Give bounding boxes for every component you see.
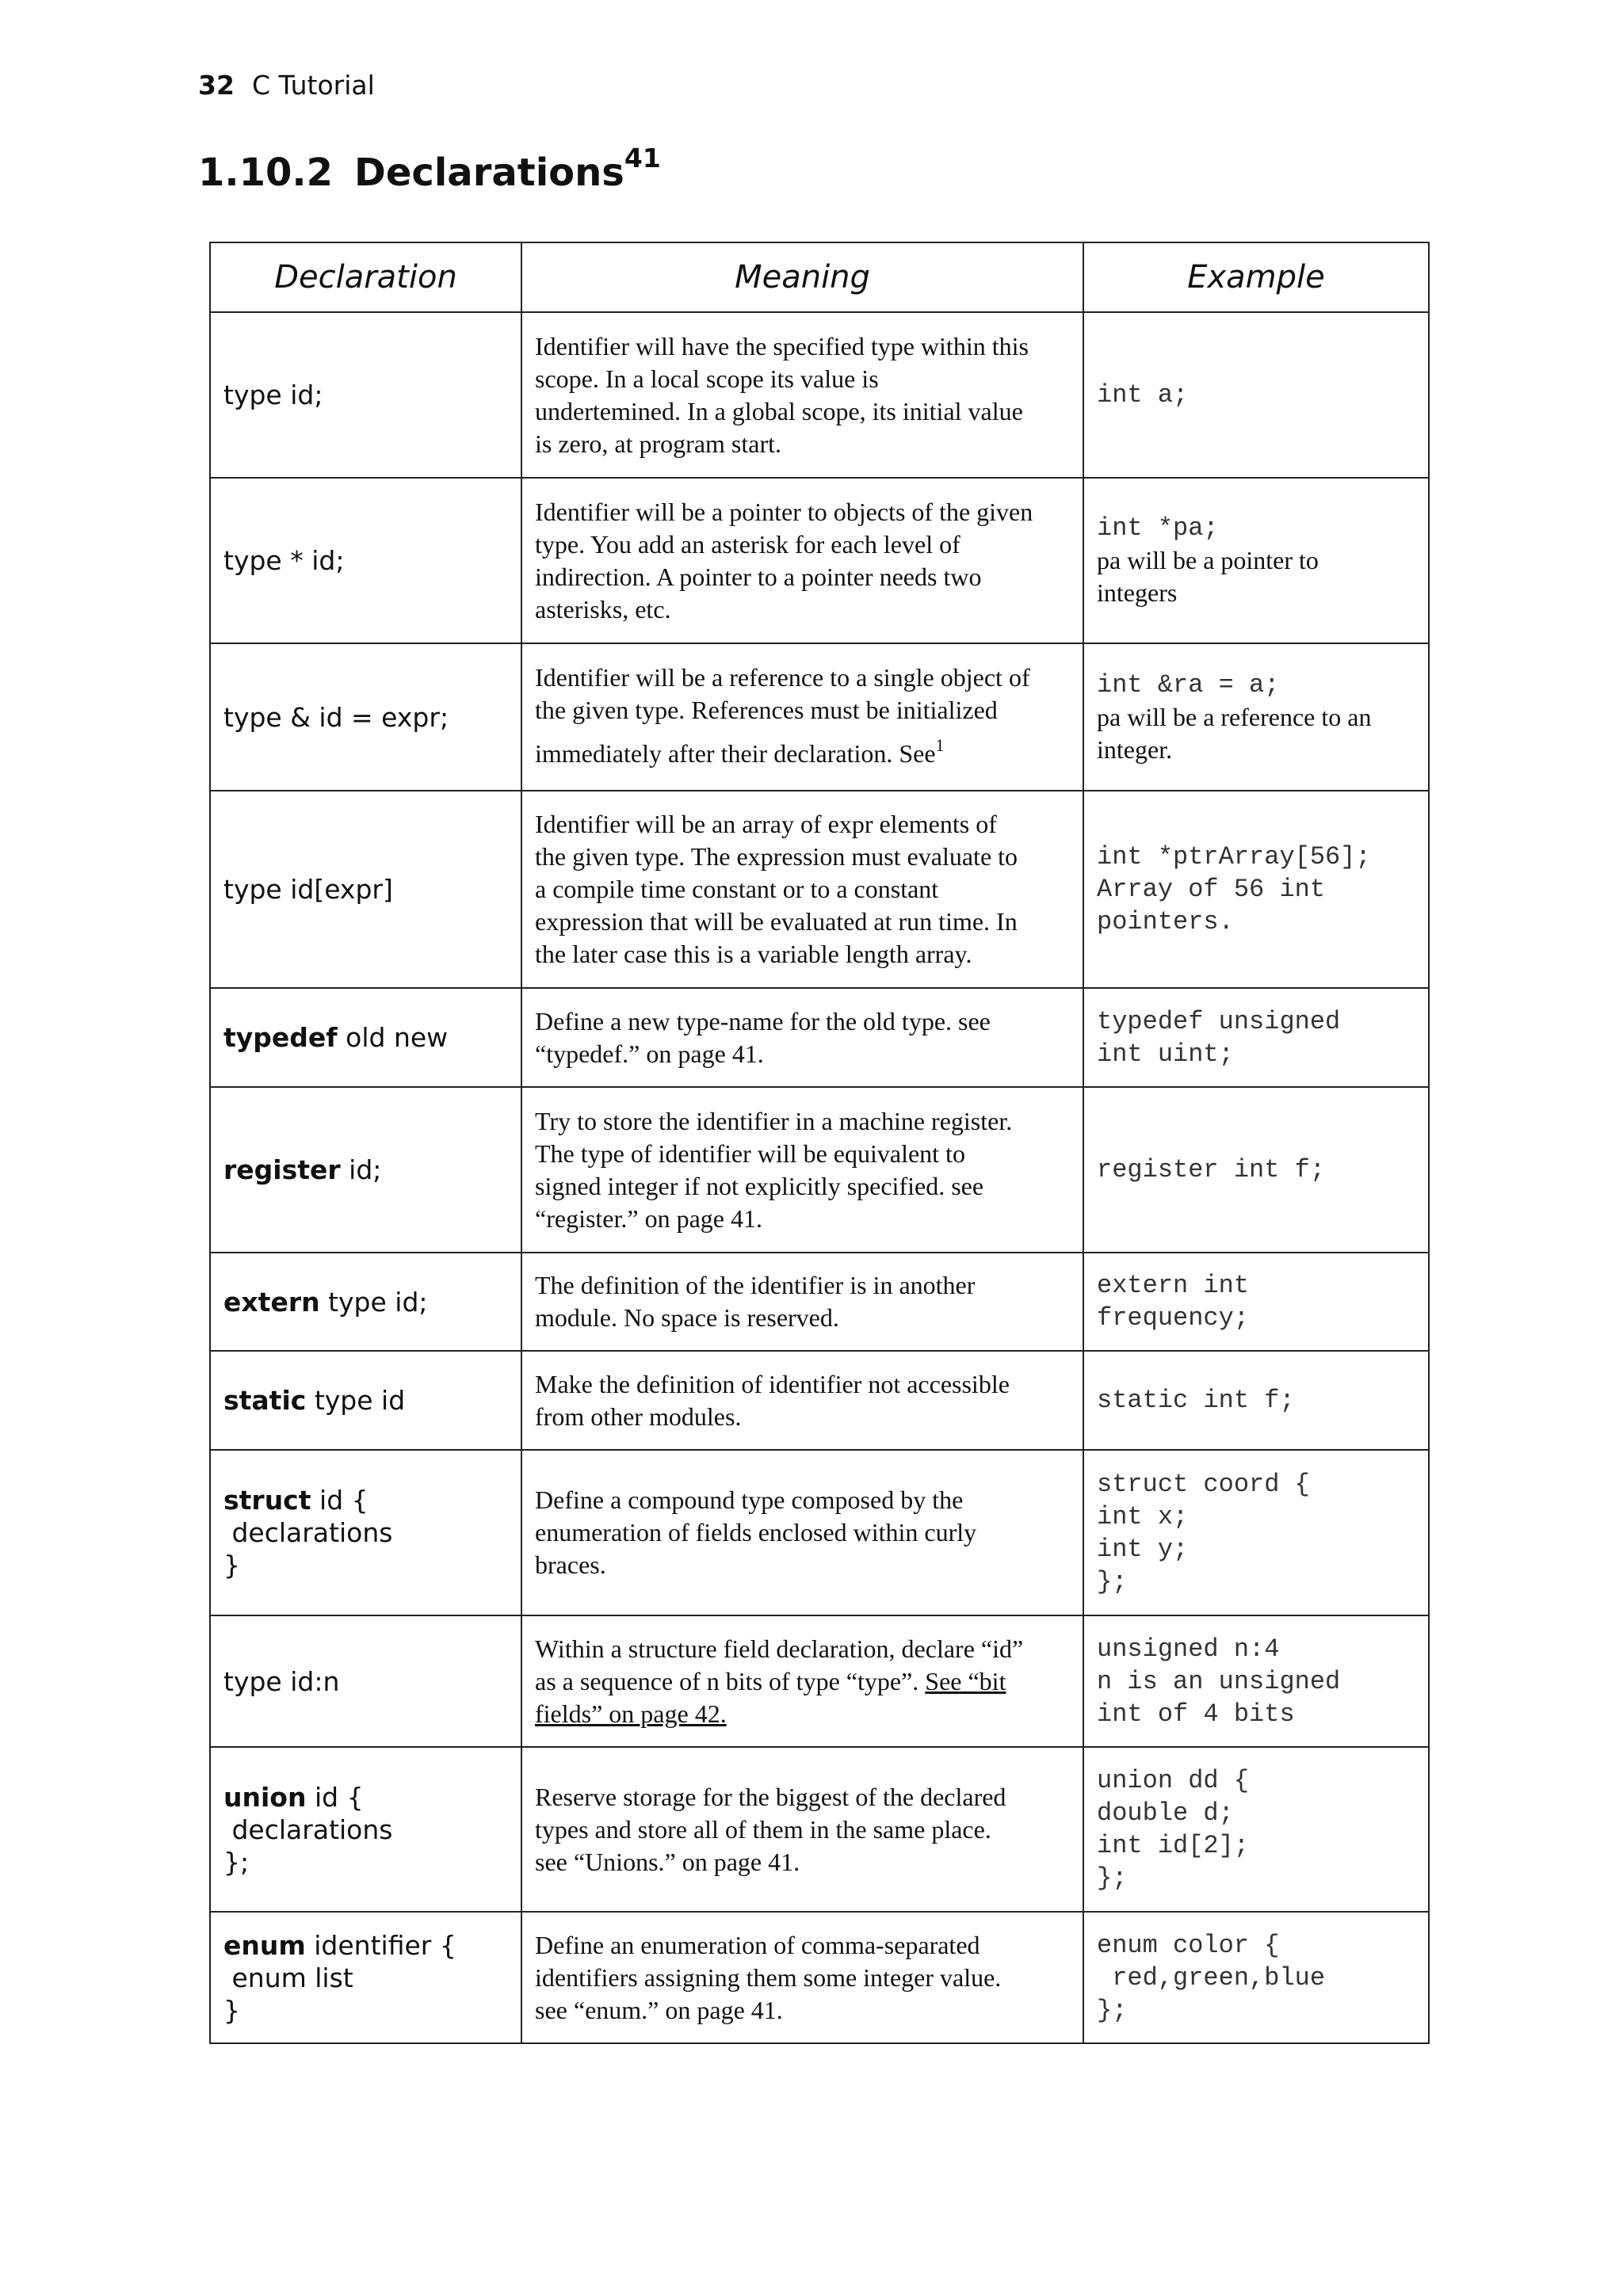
table-row bbox=[210, 1087, 1429, 1253]
meaning-line: identifiers assigning them some integer value. bbox=[535, 1962, 1002, 1992]
declarations-table bbox=[209, 242, 1430, 2044]
table-header-row bbox=[210, 242, 1429, 312]
meaning-line: undertemined. In a global scope, its initial value bbox=[535, 396, 1023, 425]
declaration-text: identifier { bbox=[305, 1929, 456, 1961]
column-header-example: Example bbox=[1083, 242, 1429, 312]
example-code-line: int y; bbox=[1097, 1534, 1189, 1564]
table-row bbox=[210, 1253, 1429, 1351]
example-code-line: frequency; bbox=[1097, 1303, 1250, 1333]
declaration-cell bbox=[210, 1087, 521, 1253]
example-cell bbox=[1083, 478, 1429, 643]
example-code-line: int *ptrArray[56]; bbox=[1097, 842, 1371, 871]
meaning-cell bbox=[521, 1747, 1083, 1912]
table-row bbox=[210, 1615, 1429, 1747]
meaning-text: immediately after their declaration. See bbox=[535, 739, 936, 768]
declaration-cell bbox=[210, 1253, 521, 1351]
meaning-line: The definition of the identifier is in another bbox=[535, 1271, 976, 1299]
declaration-text: id { bbox=[311, 1485, 369, 1516]
meaning-line: braces. bbox=[535, 1550, 606, 1579]
example-cell bbox=[1083, 1253, 1429, 1351]
example-code-line: int of 4 bits bbox=[1097, 1699, 1295, 1729]
meaning-cell bbox=[521, 1351, 1083, 1450]
meaning-line: from other modules. bbox=[535, 1402, 742, 1431]
table-row bbox=[210, 478, 1429, 643]
example-code-line: extern int bbox=[1097, 1271, 1250, 1300]
example-code-line: int id[2]; bbox=[1097, 1831, 1250, 1860]
example-text-line: integers bbox=[1097, 578, 1178, 607]
meaning-line: signed integer if not explicitly specified. see bbox=[535, 1171, 984, 1200]
meaning-line: Define a new type-name for the old type. see bbox=[535, 1006, 991, 1035]
meaning-line: types and store all of them in the same place. bbox=[535, 1814, 991, 1844]
example-text-line: integer. bbox=[1097, 734, 1173, 764]
example-cell bbox=[1083, 1912, 1429, 2043]
declaration-line: enum list bbox=[223, 1962, 353, 1993]
column-header-declaration: Declaration bbox=[210, 242, 521, 312]
meaning-line: Within a structure field declaration, declare “id” bbox=[535, 1634, 1024, 1663]
meaning-line: module. No space is reserved. bbox=[535, 1303, 839, 1332]
meaning-cell bbox=[521, 1087, 1083, 1253]
declaration-line bbox=[223, 1781, 508, 1814]
declaration-text: old new bbox=[337, 1022, 449, 1053]
declaration-cell bbox=[210, 1615, 521, 1747]
declaration-cell bbox=[210, 1450, 521, 1615]
meaning-cell bbox=[521, 478, 1083, 643]
example-cell bbox=[1083, 791, 1429, 988]
example-code-line: unsigned n:4 bbox=[1097, 1634, 1280, 1664]
meaning-line: Reserve storage for the biggest of the declared bbox=[535, 1782, 1006, 1811]
declaration-keyword: enum bbox=[223, 1929, 306, 1961]
section-title: Declarations bbox=[354, 151, 624, 195]
declaration-cell bbox=[210, 643, 521, 791]
declaration-cell bbox=[210, 312, 521, 478]
meaning-line: type. You add an asterisk for each level of bbox=[535, 529, 960, 559]
meaning-line: scope. In a local scope its value is bbox=[535, 364, 879, 393]
section-number: 1.10.2 bbox=[198, 151, 334, 195]
section-heading bbox=[198, 143, 661, 195]
meaning-line: Identifier will be a reference to a single object of bbox=[535, 663, 1030, 692]
example-code-line: }; bbox=[1097, 1566, 1128, 1596]
example-text-line: pa will be a pointer to bbox=[1097, 546, 1319, 574]
declaration-cell bbox=[210, 1912, 521, 2043]
declaration-cell bbox=[210, 1747, 521, 1912]
declaration-line: declarations bbox=[223, 1814, 393, 1845]
meaning-text: as a sequence of n bits of type “type”. bbox=[535, 1666, 926, 1695]
running-header bbox=[198, 70, 375, 101]
example-code-line: int uint; bbox=[1097, 1039, 1234, 1069]
meaning-cell bbox=[521, 1615, 1083, 1747]
example-code-line: struct coord { bbox=[1097, 1469, 1310, 1499]
table-row bbox=[210, 312, 1429, 478]
meaning-line: Identifier will have the specified type within this bbox=[535, 331, 1029, 360]
declaration-line bbox=[223, 1929, 508, 1962]
table-row bbox=[210, 1450, 1429, 1615]
example-cell bbox=[1083, 643, 1429, 791]
meaning-line: Make the definition of identifier not accessible bbox=[535, 1369, 1010, 1398]
table-row bbox=[210, 1351, 1429, 1450]
declaration-text: id { bbox=[306, 1781, 364, 1813]
example-code-line: enum color { bbox=[1097, 1930, 1280, 1960]
declaration-text: type id:n bbox=[223, 1665, 340, 1697]
declaration-text: type id; bbox=[319, 1286, 428, 1318]
meaning-line: Identifier will be an array of expr elements of bbox=[535, 810, 997, 838]
declaration-text: type & id = expr; bbox=[223, 701, 449, 733]
example-cell bbox=[1083, 1747, 1429, 1912]
declaration-text: type id; bbox=[223, 379, 323, 410]
meaning-cell bbox=[521, 791, 1083, 988]
example-code-line: Array of 56 int bbox=[1097, 875, 1326, 904]
example-text-line: pa will be a reference to an bbox=[1097, 702, 1372, 731]
meaning-line: Try to store the identifier in a machine register. bbox=[535, 1106, 1013, 1135]
meaning-line: “typedef.” on page 41. bbox=[535, 1039, 764, 1068]
example-code-line: }; bbox=[1097, 1863, 1128, 1893]
meaning-line: indirection. A pointer to a pointer needs two bbox=[535, 562, 982, 591]
declaration-text: type id bbox=[306, 1385, 406, 1416]
example-code-line: n is an unsigned bbox=[1097, 1666, 1341, 1696]
declaration-keyword: register bbox=[223, 1154, 341, 1185]
example-code-line: }; bbox=[1097, 1995, 1128, 2025]
example-code-line: register int f; bbox=[1097, 1155, 1326, 1184]
declaration-keyword: struct bbox=[223, 1485, 311, 1516]
example-cell bbox=[1083, 1450, 1429, 1615]
meaning-cell bbox=[521, 1912, 1083, 2043]
meaning-line: see “enum.” on page 41. bbox=[535, 1995, 783, 2024]
meaning-line: The type of identifier will be equivalent to bbox=[535, 1138, 965, 1168]
meaning-line: the later case this is a variable length array. bbox=[535, 940, 972, 968]
meaning-line: the given type. References must be initialized bbox=[535, 696, 998, 724]
running-title: C Tutorial bbox=[251, 70, 375, 101]
meaning-line: see “Unions.” on page 41. bbox=[535, 1847, 800, 1876]
example-code-line: int &ra = a; bbox=[1097, 669, 1280, 700]
table-row bbox=[210, 1747, 1429, 1912]
example-cell bbox=[1083, 1351, 1429, 1450]
cross-reference-link[interactable]: See “bit bbox=[925, 1666, 1006, 1695]
declaration-line: } bbox=[223, 1994, 240, 2026]
meaning-line: is zero, at program start. bbox=[535, 429, 781, 458]
meaning-cell bbox=[521, 1450, 1083, 1615]
meaning-cell bbox=[521, 643, 1083, 791]
example-cell bbox=[1083, 1615, 1429, 1747]
meaning-line bbox=[535, 1665, 1070, 1698]
meaning-line: Define an enumeration of comma-separated bbox=[535, 1930, 980, 1959]
declaration-cell bbox=[210, 478, 521, 643]
meaning-cell bbox=[521, 1253, 1083, 1351]
declaration-cell bbox=[210, 791, 521, 988]
example-code-line: red,green,blue bbox=[1097, 1962, 1326, 1993]
footnote-reference: 41 bbox=[624, 143, 661, 174]
table-row bbox=[210, 1912, 1429, 2043]
meaning-line: Define a compound type composed by the bbox=[535, 1486, 964, 1514]
example-code-line: static int f; bbox=[1097, 1386, 1295, 1415]
declaration-line: }; bbox=[223, 1846, 250, 1878]
example-code-line: int *pa; bbox=[1097, 513, 1219, 543]
meaning-line: the given type. The expression must evaluate to bbox=[535, 842, 1018, 871]
example-cell bbox=[1083, 1087, 1429, 1253]
example-code-line: pointers. bbox=[1097, 907, 1234, 936]
declaration-line: } bbox=[223, 1550, 240, 1581]
declaration-cell bbox=[210, 988, 521, 1087]
meaning-line bbox=[535, 735, 1070, 772]
table-row bbox=[210, 988, 1429, 1087]
declaration-keyword: static bbox=[223, 1385, 307, 1416]
example-code-line: typedef unsigned bbox=[1097, 1006, 1341, 1036]
example-cell bbox=[1083, 988, 1429, 1087]
meaning-line: expression that will be evaluated at run time. In bbox=[535, 907, 1018, 936]
example-cell bbox=[1083, 312, 1429, 478]
meaning-line: Identifier will be a pointer to objects of the given bbox=[535, 497, 1033, 526]
meaning-line: a compile time constant or to a constant bbox=[535, 875, 939, 903]
footnote-marker: 1 bbox=[935, 735, 945, 755]
declaration-line bbox=[223, 1484, 508, 1516]
meaning-line: enumeration of fields enclosed within curly bbox=[535, 1518, 977, 1547]
declaration-cell bbox=[210, 1351, 521, 1450]
declaration-keyword: extern bbox=[223, 1286, 320, 1318]
meaning-line: asterisks, etc. bbox=[535, 594, 671, 624]
meaning-cell bbox=[521, 988, 1083, 1087]
meaning-cell bbox=[521, 312, 1083, 478]
table-row bbox=[210, 791, 1429, 988]
cross-reference-link[interactable]: fields” on page 42. bbox=[535, 1699, 727, 1728]
table-row bbox=[210, 643, 1429, 791]
example-code-line: int x; bbox=[1097, 1501, 1189, 1531]
page-number: 32 bbox=[198, 70, 235, 101]
declaration-text: type id[expr] bbox=[223, 874, 393, 905]
declaration-line: declarations bbox=[223, 1517, 393, 1548]
example-code-line: double d; bbox=[1097, 1798, 1234, 1828]
example-code-line: union dd { bbox=[1097, 1766, 1250, 1795]
declaration-text: type * id; bbox=[223, 545, 345, 576]
declaration-keyword: typedef bbox=[223, 1022, 338, 1053]
meaning-line: “register.” on page 41. bbox=[535, 1203, 762, 1233]
declaration-keyword: union bbox=[223, 1781, 307, 1813]
example-code-line: int a; bbox=[1097, 380, 1189, 410]
declaration-text: id; bbox=[340, 1154, 382, 1185]
column-header-meaning: Meaning bbox=[521, 242, 1083, 312]
